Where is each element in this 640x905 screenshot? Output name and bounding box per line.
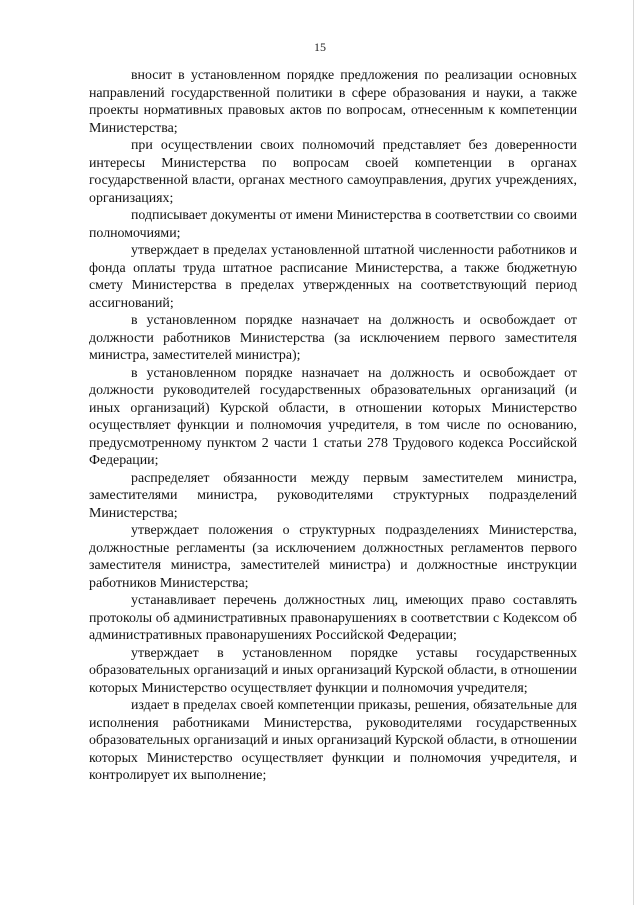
page-number: 15 (314, 40, 326, 54)
paragraph: утверждает в установленном порядке уставы государственных образовательных организаций и иных организаций Курской области, в отношении которых Министерство осуществляет функции и полномочия учредителя; (89, 645, 577, 696)
paragraph: в установленном порядке назначает на должность и освобождает от должности руководителей государственных образовательных организаций (и иных организаций) Курской области, в отношении которых Министерство осуществляет функции и полномочия учредителя, в том числе по основанию, предусмотренному пунктом 2 части 1 статьи 278 Трудового кодекса Российской Федерации; (89, 365, 577, 468)
paragraph: вносит в установленном порядке предложения по реализации основных направлений государственной политики в сфере образования и науки, а также проекты нормативных правовых актов по вопросам, отнесенным к компетенции Министерства; (89, 68, 577, 136)
paragraph: издает в пределах своей компетенции приказы, решения, обязательные для исполнения работниками Министерства, руководителями государственных образовательных организаций и иных организаций Курской области, в отношении которых Министерство осуществляет функции и полномочия учредителя, и контролирует их выполнение; (89, 698, 577, 783)
paragraph: устанавливает перечень должностных лиц, имеющих право составлять протоколы об административных правонарушениях в соответствии с Кодексом об административных правонарушениях Российской Федерации; (89, 593, 577, 643)
scan-edge-line (633, 0, 634, 905)
document-body (89, 67, 577, 785)
paragraph: утверждает положения о структурных подразделениях Министерства, должностные регламенты (за исключением должностных регламентов первого заместителя министра, заместителей министра) и должностные инструкции работников Министерства; (89, 523, 577, 591)
paragraph: в установленном порядке назначает на должность и освобождает от должности работников Министерства (за исключением первого заместителя министра, заместителей министра); (89, 313, 577, 363)
paragraph: распределяет обязанности между первым заместителем министра, заместителями министра, руководителями структурных подразделений Министерства; (89, 470, 577, 521)
paragraph: подписывает документы от имени Министерства в соответствии со своими полномочиями; (89, 208, 577, 241)
paragraph: утверждает в пределах установленной штатной численности работников и фонда оплаты труда штатное расписание Министерства, а также бюджетную смету Министерства в пределах утвержденных на соответствующий период ассигнований; (89, 243, 577, 311)
paragraph: при осуществлении своих полномочий представляет без доверенности интересы Министерства по вопросам своей компетенции в органах государственной власти, органах местного самоуправления, других учреждениях, организациях; (89, 138, 577, 206)
